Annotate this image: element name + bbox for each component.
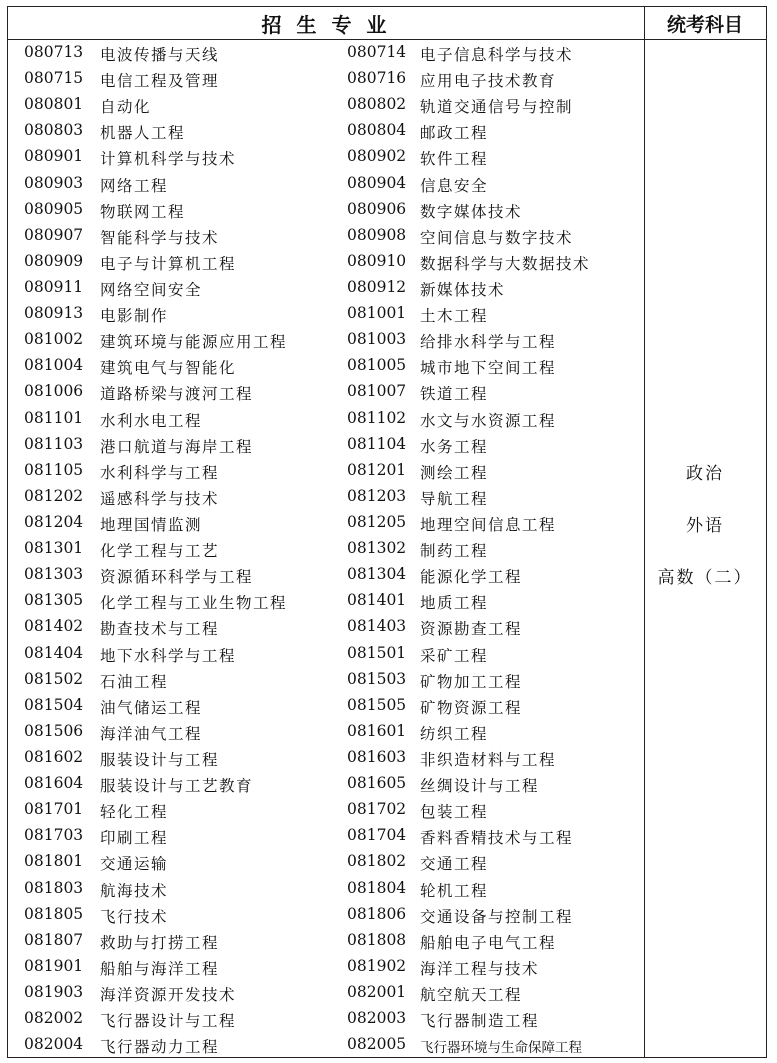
major-name: 矿物资源工程	[420, 698, 523, 717]
major-name: 土木工程	[420, 307, 489, 326]
major-code: 081506	[24, 721, 84, 740]
major-name: 勘查技术与工程	[100, 620, 220, 639]
major-code: 080802	[347, 95, 407, 114]
major-name: 油气储运工程	[100, 698, 203, 717]
major-code: 080909	[24, 251, 84, 270]
major-code: 081807	[24, 930, 84, 949]
major-code: 081102	[347, 408, 407, 427]
major-name: 智能科学与技术	[100, 228, 220, 247]
major-code: 080801	[24, 95, 84, 114]
table-row	[8, 771, 644, 797]
major-name: 地质工程	[420, 594, 489, 613]
major-name: 飞行技术	[100, 907, 169, 926]
table-row	[8, 797, 644, 823]
major-name: 航空航天工程	[420, 985, 523, 1004]
major-code: 081801	[24, 852, 84, 871]
major-code: 081203	[347, 486, 407, 505]
major-name: 飞行器制造工程	[420, 1012, 540, 1031]
major-name: 海洋资源开发技术	[100, 985, 237, 1004]
major-name: 丝绸设计与工程	[420, 777, 540, 796]
major-name: 化学工程与工艺	[100, 542, 220, 561]
table-row	[8, 353, 644, 379]
major-code: 081303	[24, 565, 84, 584]
major-code: 080911	[24, 277, 84, 296]
table-row	[8, 928, 644, 954]
major-code: 082003	[347, 1009, 407, 1028]
major-name: 交通设备与控制工程	[420, 907, 574, 926]
major-table	[7, 6, 767, 1058]
major-code: 081902	[347, 956, 407, 975]
table-row	[8, 693, 644, 719]
major-code: 082004	[24, 1035, 84, 1054]
major-name: 包装工程	[420, 803, 489, 822]
major-code: 080902	[347, 147, 407, 166]
major-name: 水务工程	[420, 437, 489, 456]
table-row	[8, 1006, 644, 1032]
major-name: 数字媒体技术	[420, 202, 523, 221]
table-header	[8, 7, 766, 40]
table-row	[8, 719, 644, 745]
major-code: 080905	[24, 199, 84, 218]
major-name: 飞行器设计与工程	[100, 1012, 237, 1031]
major-name: 海洋工程与技术	[420, 959, 540, 978]
major-name: 新媒体技术	[420, 280, 506, 299]
table-row	[8, 641, 644, 667]
table-row	[8, 1032, 644, 1058]
major-code: 081504	[24, 695, 84, 714]
major-code: 081402	[24, 617, 84, 636]
table-row	[8, 40, 644, 66]
exam-subjects	[644, 459, 766, 615]
major-name: 网络工程	[100, 176, 169, 195]
major-code: 081007	[347, 382, 407, 401]
major-code: 081802	[347, 852, 407, 871]
major-code: 081105	[24, 460, 84, 479]
major-code: 081005	[347, 356, 407, 375]
major-name: 水文与水资源工程	[420, 411, 557, 430]
major-code: 081603	[347, 747, 407, 766]
table-row	[8, 144, 644, 170]
table-row	[8, 823, 644, 849]
major-name: 机器人工程	[100, 124, 186, 143]
major-name: 地理空间信息工程	[420, 515, 557, 534]
major-code: 080903	[24, 173, 84, 192]
major-name: 轨道交通信号与控制	[420, 98, 574, 117]
major-code: 080904	[347, 173, 407, 192]
major-code: 080910	[347, 251, 407, 270]
major-code: 081006	[24, 382, 84, 401]
major-code: 080906	[347, 199, 407, 218]
major-name: 港口航道与海岸工程	[100, 437, 254, 456]
major-name: 空间信息与数字技术	[420, 228, 574, 247]
major-code: 081002	[24, 330, 84, 349]
major-name: 应用电子技术教育	[420, 72, 557, 91]
major-code: 080803	[24, 121, 84, 140]
major-name: 数据科学与大数据技术	[420, 254, 591, 273]
major-name: 船舶电子电气工程	[420, 933, 557, 952]
major-name: 水利水电工程	[100, 411, 203, 430]
table-row	[8, 249, 644, 275]
major-code: 080714	[347, 43, 407, 61]
major-name: 自动化	[100, 98, 152, 117]
major-name: 电影制作	[100, 307, 169, 326]
major-code: 081403	[347, 617, 407, 636]
major-name: 非织造材料与工程	[420, 750, 557, 769]
major-name: 交通运输	[100, 855, 169, 874]
major-name: 建筑电气与智能化	[100, 359, 237, 378]
major-code: 081103	[24, 434, 84, 453]
major-name: 轮机工程	[420, 881, 489, 900]
major-name: 铁道工程	[420, 385, 489, 404]
major-name: 交通工程	[420, 855, 489, 874]
major-name: 导航工程	[420, 489, 489, 508]
major-name: 给排水科学与工程	[420, 333, 557, 352]
major-code: 081305	[24, 591, 84, 610]
table-row	[8, 197, 644, 223]
major-name: 制药工程	[420, 542, 489, 561]
major-name: 物联网工程	[100, 202, 186, 221]
major-name: 香料香精技术与工程	[420, 829, 574, 848]
table-row	[8, 327, 644, 353]
table-row	[8, 275, 644, 301]
major-name: 测绘工程	[420, 463, 489, 482]
major-code: 081205	[347, 512, 407, 531]
major-code: 080907	[24, 225, 84, 244]
major-name: 电子信息科学与技术	[420, 46, 574, 64]
major-name: 地理国情监测	[100, 515, 203, 534]
major-name: 化学工程与工业生物工程	[100, 594, 288, 613]
subject-foreign-language: 外语	[686, 516, 724, 536]
major-code: 081903	[24, 982, 84, 1001]
major-code: 081703	[24, 826, 84, 845]
major-name: 资源循环科学与工程	[100, 568, 254, 587]
table-row	[8, 118, 644, 144]
major-code: 080901	[24, 147, 84, 166]
major-name: 地下水科学与工程	[100, 646, 237, 665]
subject-math: 高数（二）	[657, 568, 753, 588]
major-code: 081605	[347, 774, 407, 793]
major-name: 城市地下空间工程	[420, 359, 557, 378]
major-code: 081204	[24, 512, 84, 531]
table-row	[8, 510, 644, 536]
major-code: 080713	[24, 43, 84, 61]
major-code: 080912	[347, 277, 407, 296]
major-name: 资源勘查工程	[420, 620, 523, 639]
table-row	[8, 406, 644, 432]
major-name: 飞行器环境与生命保障工程	[420, 1040, 582, 1057]
table-row	[8, 849, 644, 875]
major-code: 081101	[24, 408, 84, 427]
major-code: 081501	[347, 643, 407, 662]
table-row	[8, 171, 644, 197]
major-code: 081201	[347, 460, 407, 479]
major-column-header: 招 生 专 业	[261, 12, 391, 37]
major-name: 航海技术	[100, 881, 169, 900]
table-row	[8, 458, 644, 484]
table-row	[8, 432, 644, 458]
table-row	[8, 562, 644, 588]
major-code: 080908	[347, 225, 407, 244]
major-name: 水利科学与工程	[100, 463, 220, 482]
major-name: 软件工程	[420, 150, 489, 169]
major-code: 081004	[24, 356, 84, 375]
major-code: 081503	[347, 669, 407, 688]
major-code: 080715	[24, 69, 84, 88]
major-code: 082002	[24, 1009, 84, 1028]
major-rows	[8, 40, 644, 1058]
table-row	[8, 92, 644, 118]
major-code: 081601	[347, 721, 407, 740]
major-name: 道路桥梁与渡河工程	[100, 385, 254, 404]
major-code: 081704	[347, 826, 407, 845]
table-row	[8, 876, 644, 902]
major-code: 081803	[24, 878, 84, 897]
major-code: 081202	[24, 486, 84, 505]
table-row	[8, 902, 644, 928]
major-name: 电信工程及管理	[100, 72, 220, 91]
major-name: 印刷工程	[100, 829, 169, 848]
major-code: 080716	[347, 69, 407, 88]
subject-politics: 政治	[686, 464, 724, 484]
table-row	[8, 954, 644, 980]
major-code: 081304	[347, 565, 407, 584]
table-row	[8, 588, 644, 614]
major-code: 081604	[24, 774, 84, 793]
major-code: 081001	[347, 304, 407, 323]
major-name: 电波传播与天线	[100, 46, 220, 64]
major-name: 救助与打捞工程	[100, 933, 220, 952]
major-code: 080913	[24, 304, 84, 323]
major-code: 081302	[347, 539, 407, 558]
major-code: 082005	[347, 1035, 407, 1054]
major-code: 081401	[347, 591, 407, 610]
major-name: 飞行器动力工程	[100, 1038, 220, 1057]
major-code: 081804	[347, 878, 407, 897]
major-code: 081505	[347, 695, 407, 714]
table-row	[8, 536, 644, 562]
major-code: 081901	[24, 956, 84, 975]
table-row	[8, 667, 644, 693]
major-name: 能源化学工程	[420, 568, 523, 587]
major-code: 081806	[347, 904, 407, 923]
major-name: 矿物加工工程	[420, 672, 523, 691]
table-row	[8, 745, 644, 771]
table-row	[8, 379, 644, 405]
subject-column-header: 统考科目	[666, 13, 743, 36]
major-code: 081003	[347, 330, 407, 349]
major-code: 081104	[347, 434, 407, 453]
major-code: 082001	[347, 982, 407, 1001]
table-row	[8, 66, 644, 92]
major-code: 081805	[24, 904, 84, 923]
major-name: 邮政工程	[420, 124, 489, 143]
major-code: 081602	[24, 747, 84, 766]
major-code: 080804	[347, 121, 407, 140]
major-name: 船舶与海洋工程	[100, 959, 220, 978]
table-row	[8, 301, 644, 327]
major-name: 遥感科学与技术	[100, 489, 220, 508]
major-name: 轻化工程	[100, 803, 169, 822]
major-name: 服装设计与工程	[100, 750, 220, 769]
major-name: 采矿工程	[420, 646, 489, 665]
table-row	[8, 223, 644, 249]
major-name: 海洋油气工程	[100, 724, 203, 743]
major-code: 081301	[24, 539, 84, 558]
major-code: 081404	[24, 643, 84, 662]
major-name: 电子与计算机工程	[100, 254, 237, 273]
major-code: 081502	[24, 669, 84, 688]
major-code: 081701	[24, 800, 84, 819]
table-row	[8, 484, 644, 510]
major-name: 纺织工程	[420, 724, 489, 743]
major-name: 石油工程	[100, 672, 169, 691]
major-name: 服装设计与工艺教育	[100, 777, 254, 796]
major-code: 081702	[347, 800, 407, 819]
major-code: 081808	[347, 930, 407, 949]
table-row	[8, 614, 644, 640]
major-name: 计算机科学与技术	[100, 150, 237, 169]
major-name: 建筑环境与能源应用工程	[100, 333, 288, 352]
major-name: 信息安全	[420, 176, 489, 195]
table-row	[8, 980, 644, 1006]
major-name: 网络空间安全	[100, 280, 203, 299]
